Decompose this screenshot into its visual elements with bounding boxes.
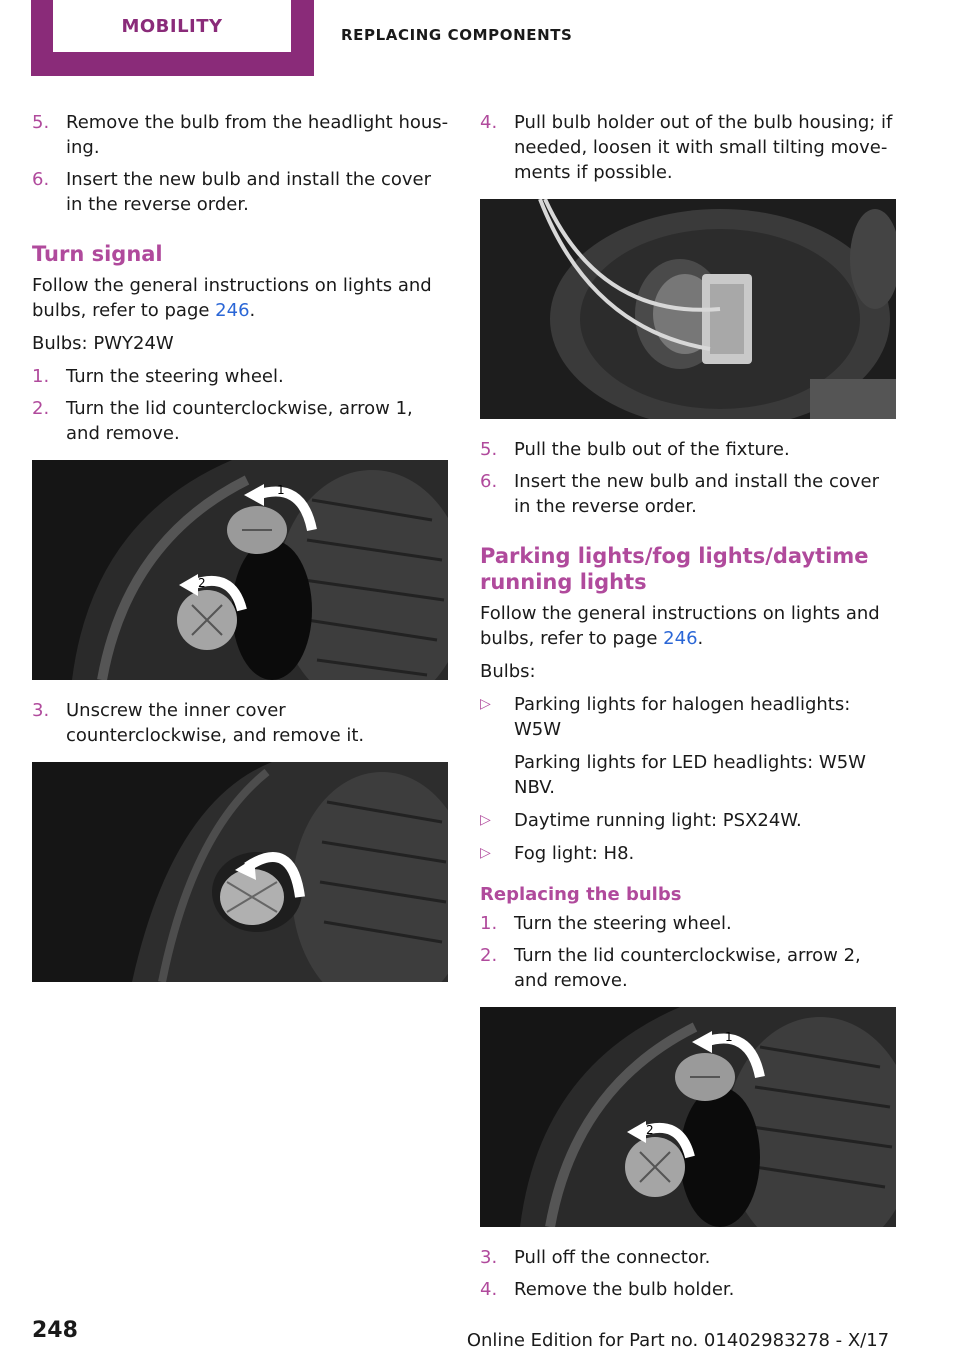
arrow-2-label: 2 (646, 1123, 654, 1137)
bullet-item (480, 692, 900, 742)
step-text: Insert the new bulb and install the cover in the reverse order. (514, 471, 880, 517)
bullet-text: Daytime running light: PSX24W. (514, 810, 802, 831)
section-tab[interactable] (31, 0, 314, 76)
step-text: Unscrew the inner cover counterclockwise, and remove it. (66, 700, 365, 746)
step-text: Turn the steering wheel. (66, 366, 284, 387)
step-number: 6. (480, 471, 498, 492)
step-item (32, 396, 452, 446)
step-item (480, 469, 900, 519)
step-text: Turn the lid counterclockwise, arrow 1, and remove. (66, 398, 413, 444)
step-text: Remove the bulb holder. (514, 1279, 735, 1300)
step-number: 1. (480, 913, 498, 934)
intro-text: Follow the general instructions on lights and bulbs, refer to page (480, 603, 880, 649)
section-heading: Parking lights/fog lights/daytime running lights (480, 544, 869, 594)
page-reference-link[interactable]: 246 (215, 300, 250, 321)
arrow-1-label: 1 (725, 1030, 733, 1044)
wheel-arch-covers-photo (32, 460, 448, 680)
bulbs-label: Bulbs: (480, 661, 536, 682)
step-item (32, 698, 452, 748)
edition-footer: Online Edition for Part no. 01402983278 - X/17 (466, 1330, 890, 1351)
arrow-2-label: 2 (198, 576, 206, 590)
step-item (480, 911, 900, 936)
bullet-item (480, 808, 900, 833)
bullet-item (480, 841, 900, 866)
bullet-subtext: Parking lights for LED headlights: W5W NBV. (514, 752, 866, 798)
step-number: 2. (480, 945, 498, 966)
arrow-1-label: 1 (277, 483, 285, 497)
bullet-text: Fog light: H8. (514, 843, 635, 864)
section-heading: Turn signal (32, 242, 163, 266)
inner-cover-photo (32, 762, 448, 982)
left-column (32, 110, 452, 1000)
step-number: 5. (32, 112, 50, 133)
step-item (480, 1277, 900, 1302)
intro-text-end: . (249, 300, 256, 321)
triangle-bullet-icon: ▷ (480, 812, 491, 828)
step-number: 1. (32, 366, 50, 387)
step-item (32, 167, 452, 217)
step-number: 4. (480, 112, 498, 133)
subsection-heading: Replacing the bulbs (480, 884, 682, 905)
step-item (480, 943, 900, 993)
step-number: 3. (480, 1247, 498, 1268)
wheel-arch-covers-photo-2 (480, 1007, 896, 1227)
step-text: Pull bulb holder out of the bulb housing; if needed, loosen it with small tilting move‐ments if possible. (514, 112, 893, 183)
bulbs-spec: Bulbs: PWY24W (32, 333, 174, 354)
page-number: 248 (32, 1318, 78, 1343)
page-reference-link[interactable]: 246 (663, 628, 698, 649)
intro-paragraph (32, 273, 452, 323)
step-item (480, 1245, 900, 1270)
step-text: Turn the lid counterclockwise, arrow 2, and remove. (514, 945, 861, 991)
step-text: Pull off the connector. (514, 1247, 711, 1268)
step-text: Remove the bulb from the headlight hous‐ing. (66, 112, 449, 158)
step-number: 4. (480, 1279, 498, 1300)
step-item (480, 110, 900, 185)
bullet-text: Parking lights for halogen headlights: W5W (514, 694, 851, 740)
step-text: Insert the new bulb and install the cover in the reverse order. (66, 169, 432, 215)
intro-text: Follow the general instructions on lights and bulbs, refer to page (32, 275, 432, 321)
section-tab-label[interactable]: MOBILITY (53, 0, 291, 52)
triangle-bullet-icon: ▷ (480, 845, 491, 861)
step-text: Pull the bulb out of the fixture. (514, 439, 790, 460)
step-text: Turn the steering wheel. (514, 913, 732, 934)
step-item (32, 364, 452, 389)
step-number: 5. (480, 439, 498, 460)
step-number: 6. (32, 169, 50, 190)
step-number: 2. (32, 398, 50, 419)
right-column (480, 110, 900, 1309)
bulb-holder-photo (480, 199, 896, 419)
step-item (32, 110, 452, 160)
step-item (480, 437, 900, 462)
step-number: 3. (32, 700, 50, 721)
triangle-bullet-icon: ▷ (480, 696, 491, 712)
chapter-title: REPLACING COMPONENTS (341, 26, 573, 44)
intro-text-end: . (697, 628, 704, 649)
intro-paragraph (480, 601, 900, 651)
